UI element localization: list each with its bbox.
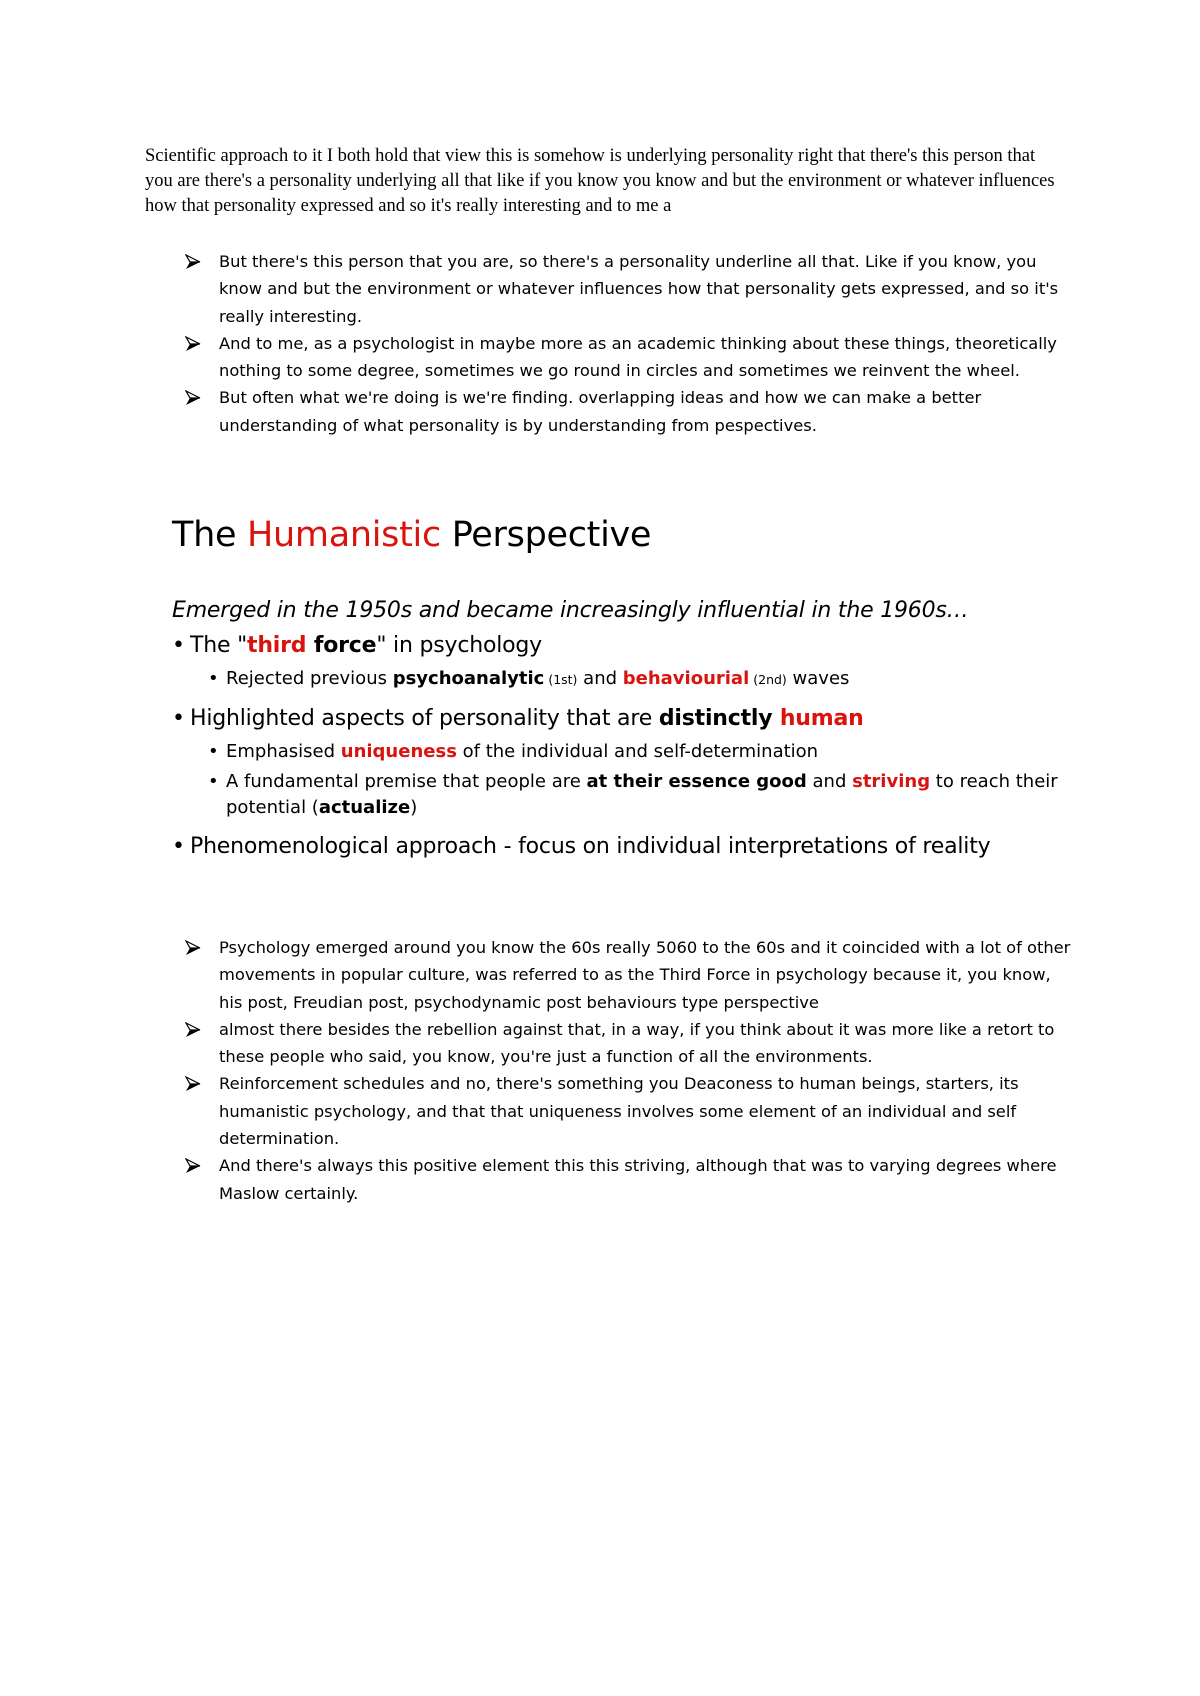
text: to reach their potential ( xyxy=(226,771,1058,818)
text-small: (1st) xyxy=(544,672,578,687)
text: A fundamental premise that people are xyxy=(226,771,587,792)
arrowhead-bullet-icon xyxy=(185,1158,201,1174)
arrowhead-bullet-icon xyxy=(185,940,201,956)
text-red: behaviourial xyxy=(622,668,750,689)
bullet-dot: • xyxy=(208,771,219,792)
text: ) xyxy=(410,797,418,818)
bullet-dot: • xyxy=(172,633,185,658)
text-red: uniqueness xyxy=(340,741,457,762)
text-small: (2nd) xyxy=(749,672,787,687)
text: Rejected previous xyxy=(226,668,393,689)
text-red: striving xyxy=(852,771,931,792)
text-bold: psychoanalytic xyxy=(392,668,545,689)
bullet-dot: • xyxy=(208,668,219,689)
text-red: human xyxy=(772,706,864,731)
list-item-text: But often what we're doing is we're finding. overlapping ideas and how we can make a better understanding of what personality is by understanding from pespectives. xyxy=(219,388,982,435)
arrowhead-bullet-icon xyxy=(185,336,201,352)
notes-list-top xyxy=(185,248,1075,439)
arrowhead-bullet-icon xyxy=(185,390,201,406)
text-bold: force xyxy=(306,633,377,658)
slide-image xyxy=(172,510,1102,863)
list-item-text: And to me, as a psychologist in maybe more as an academic thinking about these things, theoretically nothing to some degree, sometimes we go round in circles and sometimes we reinvent the wheel. xyxy=(219,333,1057,381)
list-item xyxy=(185,1070,1075,1152)
arrowhead-bullet-icon xyxy=(185,1076,201,1092)
list-item-text: And there's always this positive element this this striving, although that was to varying degrees where Maslow certainly. xyxy=(219,1156,1057,1203)
text-bold: actualize xyxy=(318,797,411,818)
text: The " xyxy=(190,633,248,658)
list-item xyxy=(185,1016,1075,1071)
list-item xyxy=(185,1152,1075,1207)
text-bold: at their essence good xyxy=(586,771,807,792)
bullet-dot: • xyxy=(172,834,185,859)
sub-bullet-premise xyxy=(172,769,1102,821)
bullet-third-force xyxy=(172,630,1102,662)
slide-subtitle: Emerged in the 1950s and became increasingly influential in the 1960s… xyxy=(172,598,969,623)
list-item xyxy=(185,330,1075,385)
bullet-phenomenological xyxy=(172,831,1102,863)
list-item-text: But there's this person that you are, so there's a personality underline all that. Like if you know, you know and but the environment or whatever influences how that personality gets expressed, and so it's really interesting. xyxy=(219,252,1059,326)
text: Phenomenological approach - focus on individual interpretations of reality xyxy=(190,834,991,859)
bullet-dot: • xyxy=(172,706,185,731)
arrowhead-bullet-icon xyxy=(185,1022,201,1038)
list-item-text: Psychology emerged around you know the 60s really 5060 to the 60s and it coincided with a lot of other movements in popular culture, was referred to as the Third Force in psychology because it, you know, his post, Freudian post, psychodynamic post behaviours type perspective xyxy=(219,938,1071,1012)
text: and xyxy=(806,771,853,792)
intro-paragraph: Scientific approach to it I both hold that view this is somehow is underlying personality right that there's this person that you are there's a personality underlying all that like if you know you know and but the environment or whatever influences how that personality expressed and so it's really interesting and to me a xyxy=(145,146,1055,216)
list-item xyxy=(185,384,1075,439)
text: Emphasised xyxy=(226,741,341,762)
list-item xyxy=(185,934,1075,1016)
text: waves xyxy=(786,668,850,689)
sub-bullet-uniqueness xyxy=(172,739,1102,765)
text: and xyxy=(577,668,623,689)
bullet-dot: • xyxy=(208,741,219,762)
notes-list-bottom xyxy=(185,934,1075,1207)
list-item-text: almost there besides the rebellion against that, in a way, if you think about it was more like a retort to these people who said, you know, you're just a function of all the environments. xyxy=(219,1019,1055,1067)
text-red: third xyxy=(247,633,307,658)
text: " in psychology xyxy=(376,633,542,658)
title-pre: The xyxy=(172,515,248,555)
arrowhead-bullet-icon xyxy=(185,254,201,270)
list-item-text: Reinforcement schedules and no, there's something you Deaconess to human beings, starters, its humanistic psychology, and that that uniqueness involves some element of an individual and self determination. xyxy=(219,1074,1019,1149)
title-post: Perspective xyxy=(440,515,652,555)
slide-title xyxy=(172,510,1102,560)
list-item xyxy=(185,248,1075,330)
sub-bullet-rejected xyxy=(172,666,1102,693)
text: of the individual and self-determination xyxy=(456,741,819,762)
text: Highlighted aspects of personality that are xyxy=(190,706,659,731)
title-highlight: Humanistic xyxy=(247,515,441,555)
bullet-distinctly-human xyxy=(172,703,1102,735)
text-bold: distinctly xyxy=(658,706,773,731)
